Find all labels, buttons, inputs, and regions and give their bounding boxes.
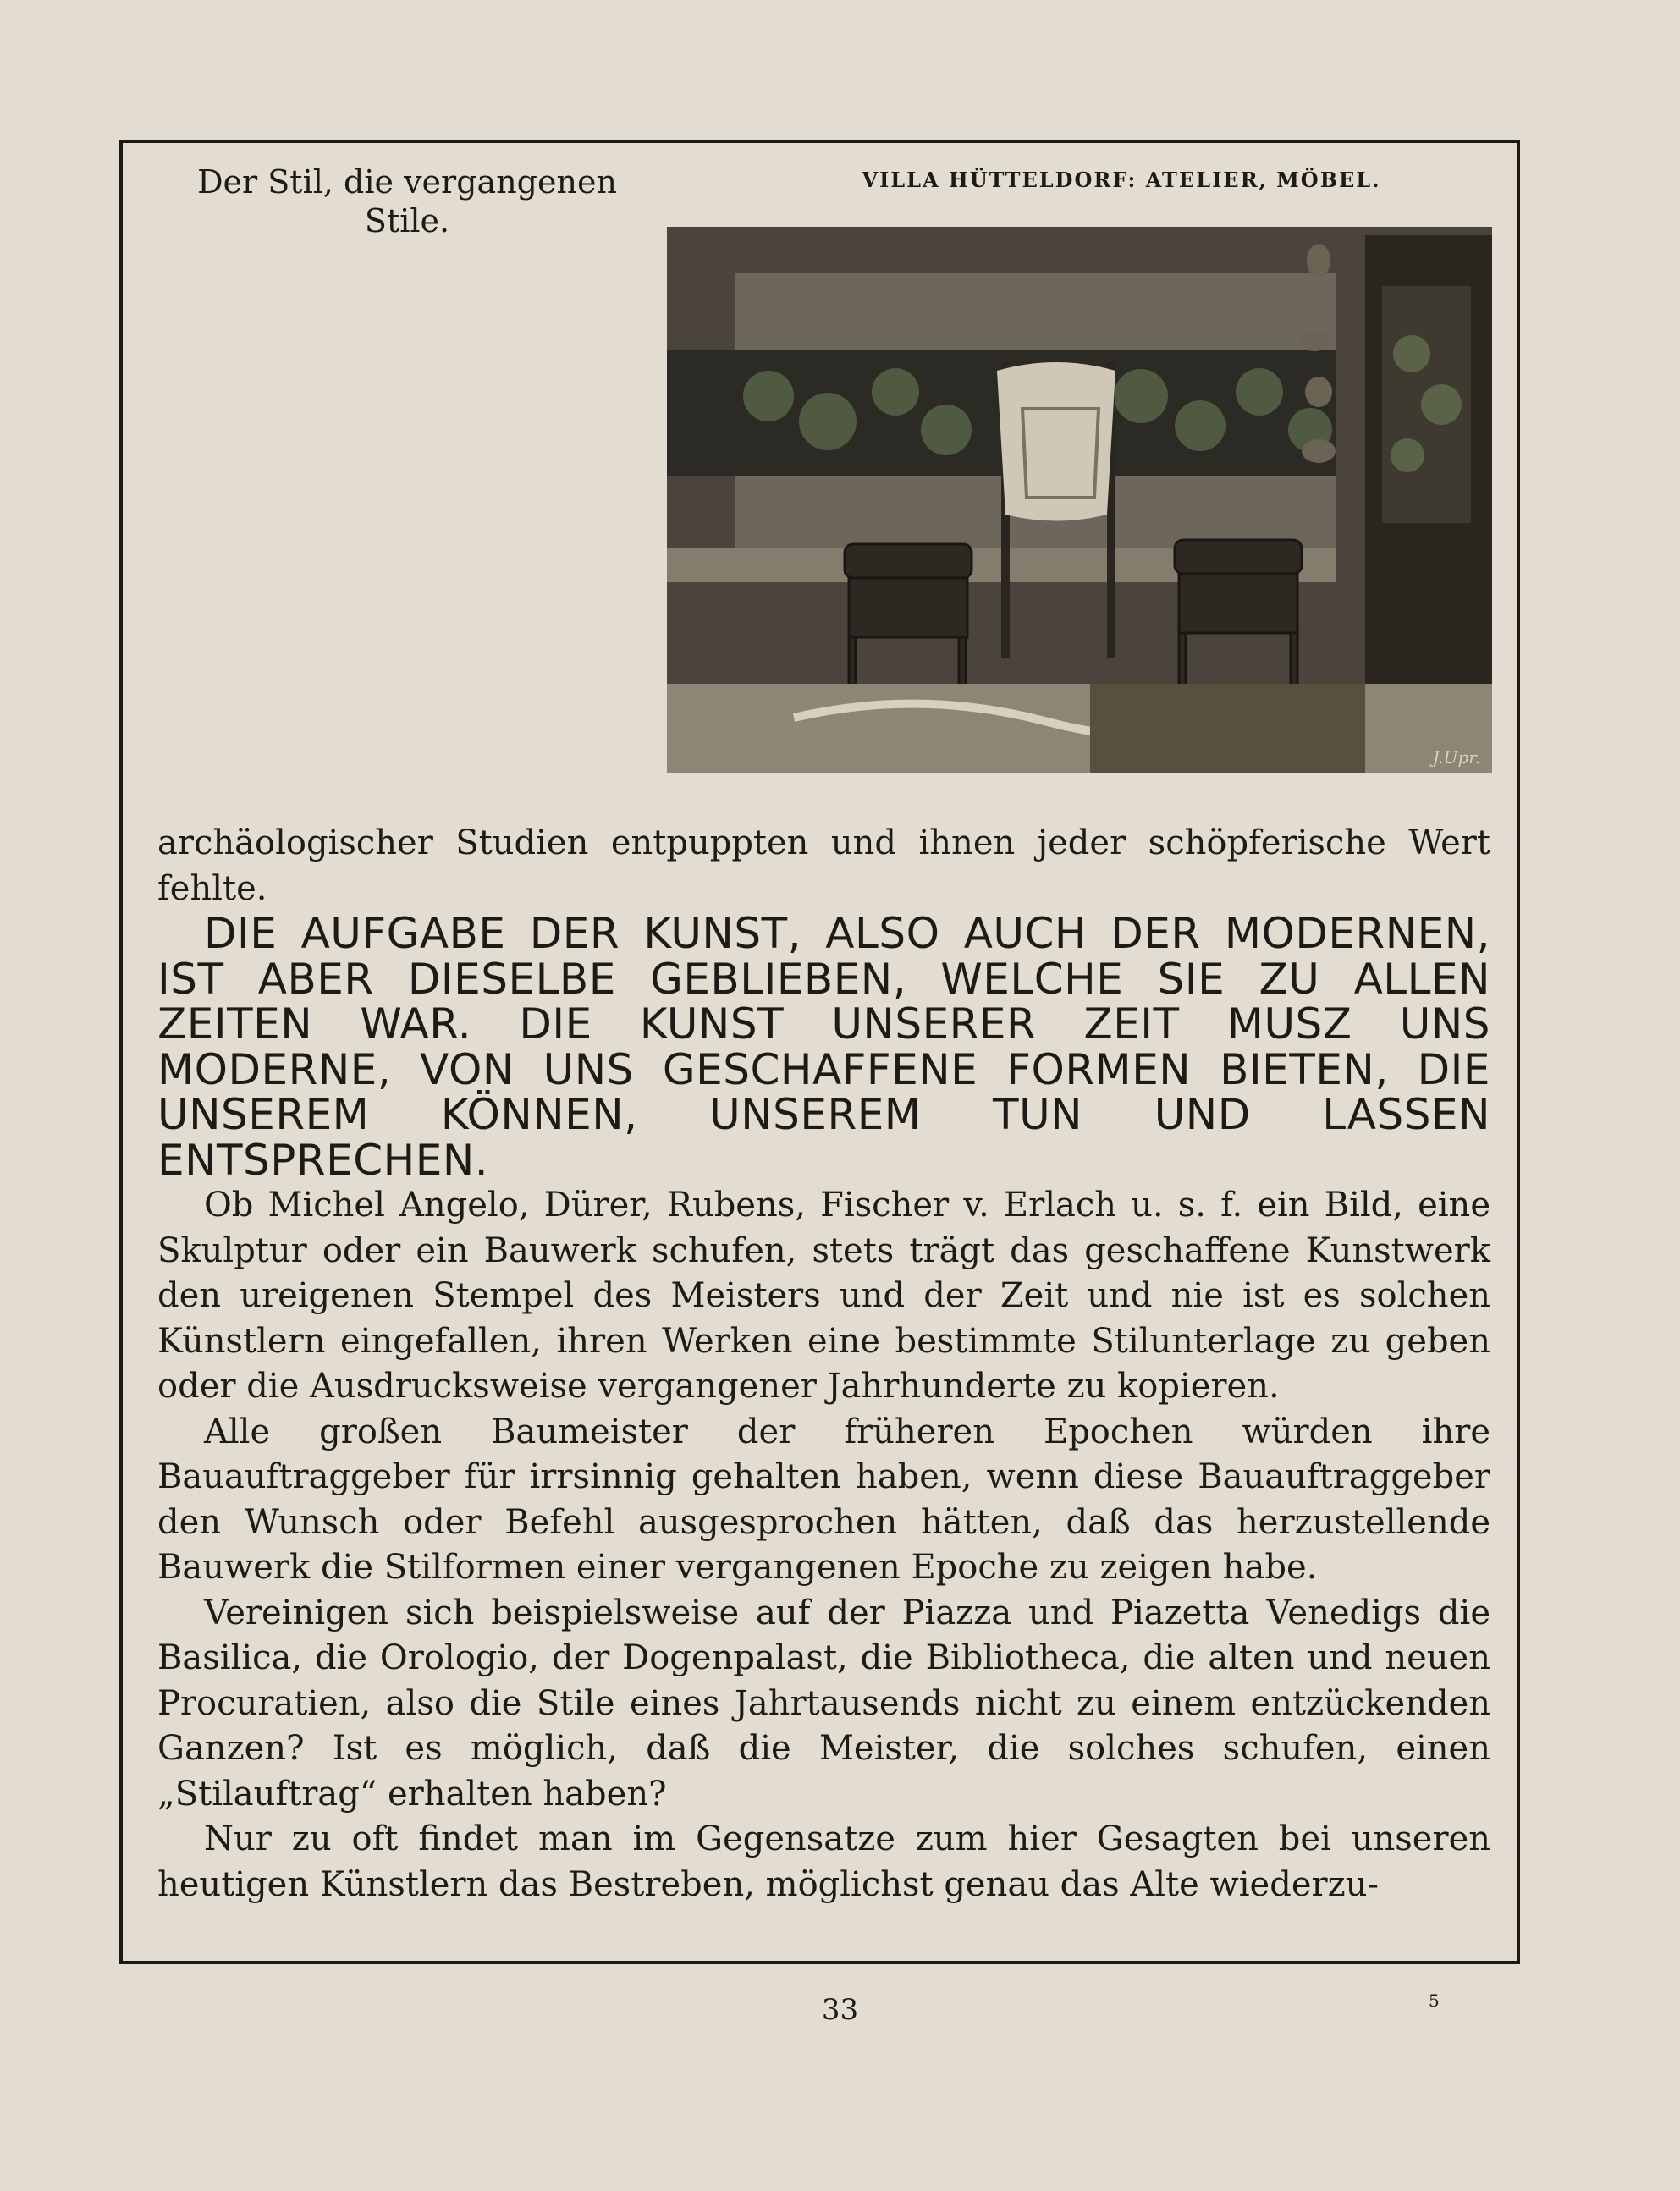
marginal-note: Der Stil, die vergangenen Stile. [197,163,617,239]
atelier-photo [667,227,1492,773]
paragraph-3: Ob Michel Angelo, Dürer, Rubens, Fischer v. Erlach u. s. f. ein Bild, eine Skulptur oder ein Bauwerk schufen, stets trägt das geschaffene Kunstwerk den ureigenen Stempel des Meisters und der Zeit und nie ist es solchen Künstlern eingefallen, ihren Werken eine bestimmte Stilunterlage zu geben oder die Ausdrucksweise vergangener Jahrhunderte zu kopieren. [157,1186,1490,1406]
paragraph-5: Vereinigen sich beispielsweise auf der Piazza und Piazetta Venedigs die Basilica, die Orologio, der Dogenpalast, die Bibliotheca, die alten und neuen Procuratien, also die Stile eines Jahrtausends nicht zu einem entzückenden Ganzen? Ist es möglich, daß die Meister, die solches schufen, einen „Stilauftrag“ erhalten haben? [157,1593,1490,1814]
paragraph-4: Alle großen Baumeister der früheren Epochen würden ihre Bauauftraggeber für irrsinnig gehalten haben, wenn diese Bauauftraggeber den Wunsch oder Befehl ausgesprochen hätten, daß das herzustellende Bauwerk die Stilformen einer vergangenen Epoche zu zeigen habe. [157,1412,1490,1587]
paragraph-6: Nur zu oft findet man im Gegensatze zum hier Gesagten bei unseren heutigen Künstlern das Bestreben, möglichst genau das Alte wiederzu- [157,1819,1490,1904]
paragraph-caps: DIE AUFGABE DER KUNST, ALSO AUCH DER MODERNEN, IST ABER DIESELBE GEBLIEBEN, WELCHE SIE ZU ALLEN ZEITEN WAR. DIE KUNST UNSERER ZEIT MUSZ UNS MODERNE, VON UNS GESCHAFFENE FORMEN BIETEN, DIE UNSEREM KÖNNEN, UNSEREM TUN UND LASSEN ENTSPRECHEN. [157,909,1490,1185]
page-number: 33 [821,1993,859,2027]
photo-illustration [667,227,1492,773]
paragraph-1: archäologischer Studien entpuppten und ihnen jeder schöpferische Wert fehlte. [157,823,1490,908]
signature-mark: 5 [1429,1990,1440,2011]
body-text [157,821,1490,1907]
photo-signature: J.Upr. [1432,747,1480,768]
photo-caption: VILLA HÜTTELDORF: ATELIER, MÖBEL. [862,168,1381,192]
